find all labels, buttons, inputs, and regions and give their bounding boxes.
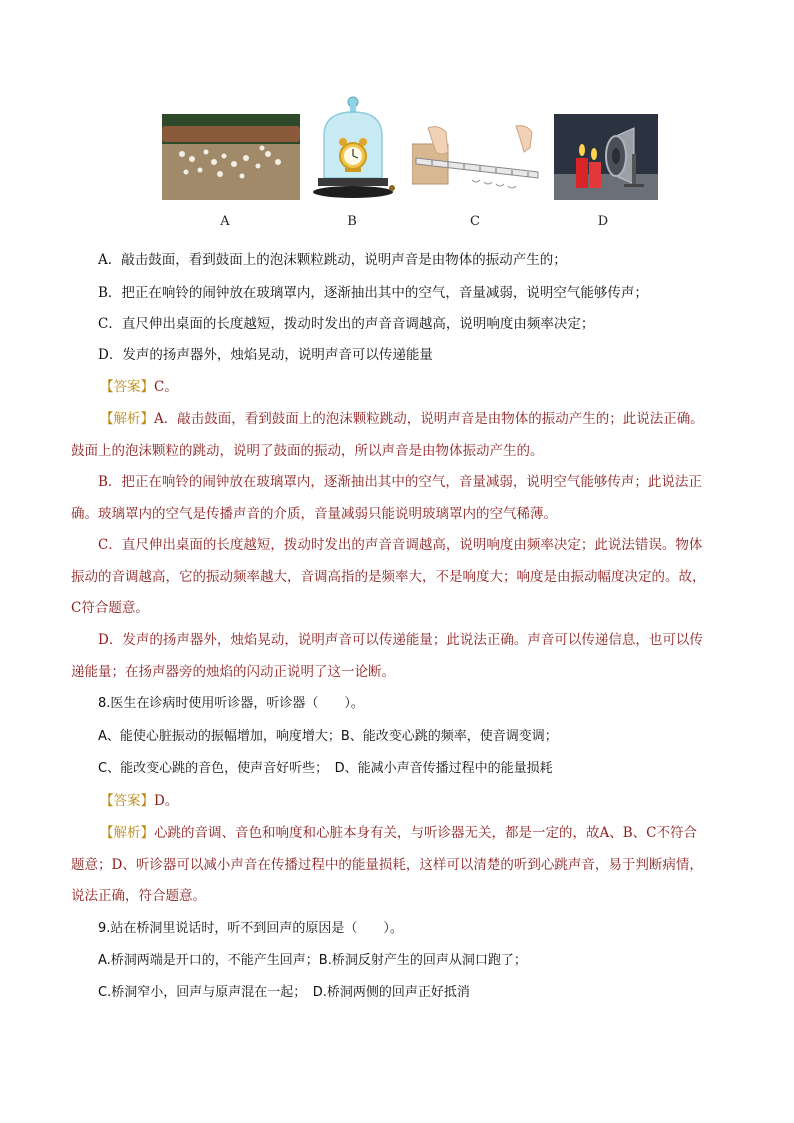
q7-option-b: B．把正在响铃的闹钟放在玻璃罩内，逐渐抽出其中的空气，音量减弱，说明空气能够传声；	[98, 285, 648, 301]
q7-analysis-line-5: C．直尺伸出桌面的长度越短，拨动时发出的声音音调越高，说明响度由频率决定；此说法错误。物体	[98, 537, 703, 553]
figure-label-d: D	[597, 214, 609, 229]
figure-d-speaker-candles	[554, 114, 658, 200]
q7-answer-tag: 【答案】	[100, 379, 154, 395]
q8-answer-tag: 【答案】	[100, 793, 154, 809]
q7-analysis-tag: 【解析】	[100, 411, 154, 427]
q7-analysis-line-9: 递能量；在扬声器旁的烛焰的闪动正说明了这一论断。	[71, 664, 395, 680]
q9-options-line-2: C.桥洞窄小，回声与原声混在一起； D.桥洞两侧的回声正好抵消	[98, 985, 470, 1000]
q9-options-line-1: A.桥洞两端是开口的，不能产生回声；B.桥洞反射产生的回声从洞口跑了；	[98, 953, 527, 968]
figure-label-c: C	[470, 214, 480, 229]
q7-analysis-line-1	[100, 409, 704, 429]
q7-analysis-line-3: B．把正在响铃的闹钟放在玻璃罩内，逐渐抽出其中的空气，音量减弱，说明空气能够传声；此说法正	[98, 474, 702, 490]
figure-a-drum-foam	[162, 114, 300, 200]
figure-b-bell-jar-clock	[310, 96, 396, 200]
q8-answer	[100, 791, 178, 811]
q8-analysis-line-2: 题意；D、听诊器可以减小声音在传播过程中的能量损耗，这样可以清楚的听到心跳声音，易于判断病情，	[71, 857, 703, 873]
q8-analysis-line-1	[100, 823, 697, 843]
q7-analysis-line-7: C符合题意。	[71, 600, 149, 616]
q8-options-line-1: A、能使心脏振动的振幅增加，响度增大；B、能改变心跳的频率，使音调变调；	[98, 729, 558, 744]
q8-analysis-tag: 【解析】	[100, 825, 154, 841]
q8-options-line-2: C、能改变心跳的音色，使声音好听些； D、能减小声音传播过程中的能量损耗	[98, 761, 553, 776]
figure-label-a: A	[220, 214, 230, 229]
q8-answer-text: D。	[154, 793, 179, 809]
q7-answer	[100, 377, 178, 397]
q7-analysis-line-8: D．发声的扬声器外，烛焰晃动，说明声音可以传递能量；此说法正确。声音可以传递信息，也可以传	[98, 632, 703, 648]
q8-question: 8.医生在诊病时使用听诊器，听诊器（ ）。	[98, 696, 364, 711]
q7-analysis-line-2: 鼓面上的泡沫颗粒的跳动，说明了鼓面的振动，所以声音是由物体振动产生的。	[71, 443, 544, 459]
q7-analysis-line-4: 确。玻璃罩内的空气是传播声音的介质，音量减弱只能说明玻璃罩内的空气稀薄。	[71, 506, 557, 522]
q7-option-c: C．直尺伸出桌面的长度越短，拨动时发出的声音音调越高，说明响度由频率决定；	[98, 316, 595, 332]
q7-analysis-line-6: 振动的音调越高，它的振动频率越大，音调高指的是频率大，不是响度大；响度是由振动幅度决定的。故，	[71, 569, 706, 585]
q7-analysis-text-1: A．敲击鼓面，看到鼓面上的泡沫颗粒跳动，说明声音是由物体的振动产生的；此说法正确。	[154, 411, 704, 427]
q7-option-a: A．敲击鼓面，看到鼓面上的泡沫颗粒跳动，说明声音是由物体的振动产生的；	[98, 252, 567, 268]
q9-question: 9.站在桥洞里说话时，听不到回声的原因是（ ）。	[98, 921, 403, 936]
figure-label-b: B	[347, 214, 357, 229]
q8-analysis-text-1: 心跳的音调、音色和响度和心脏本身有关，与听诊器无关，都是一定的，故A、B、C不符合	[154, 825, 697, 841]
figure-c-ruler-desk	[412, 122, 542, 202]
q7-answer-text: C。	[154, 379, 178, 395]
q8-analysis-line-3: 说法正确，符合题意。	[71, 888, 206, 904]
q7-option-d: D．发声的扬声器外，烛焰晃动，说明声音可以传递能量	[98, 347, 433, 363]
